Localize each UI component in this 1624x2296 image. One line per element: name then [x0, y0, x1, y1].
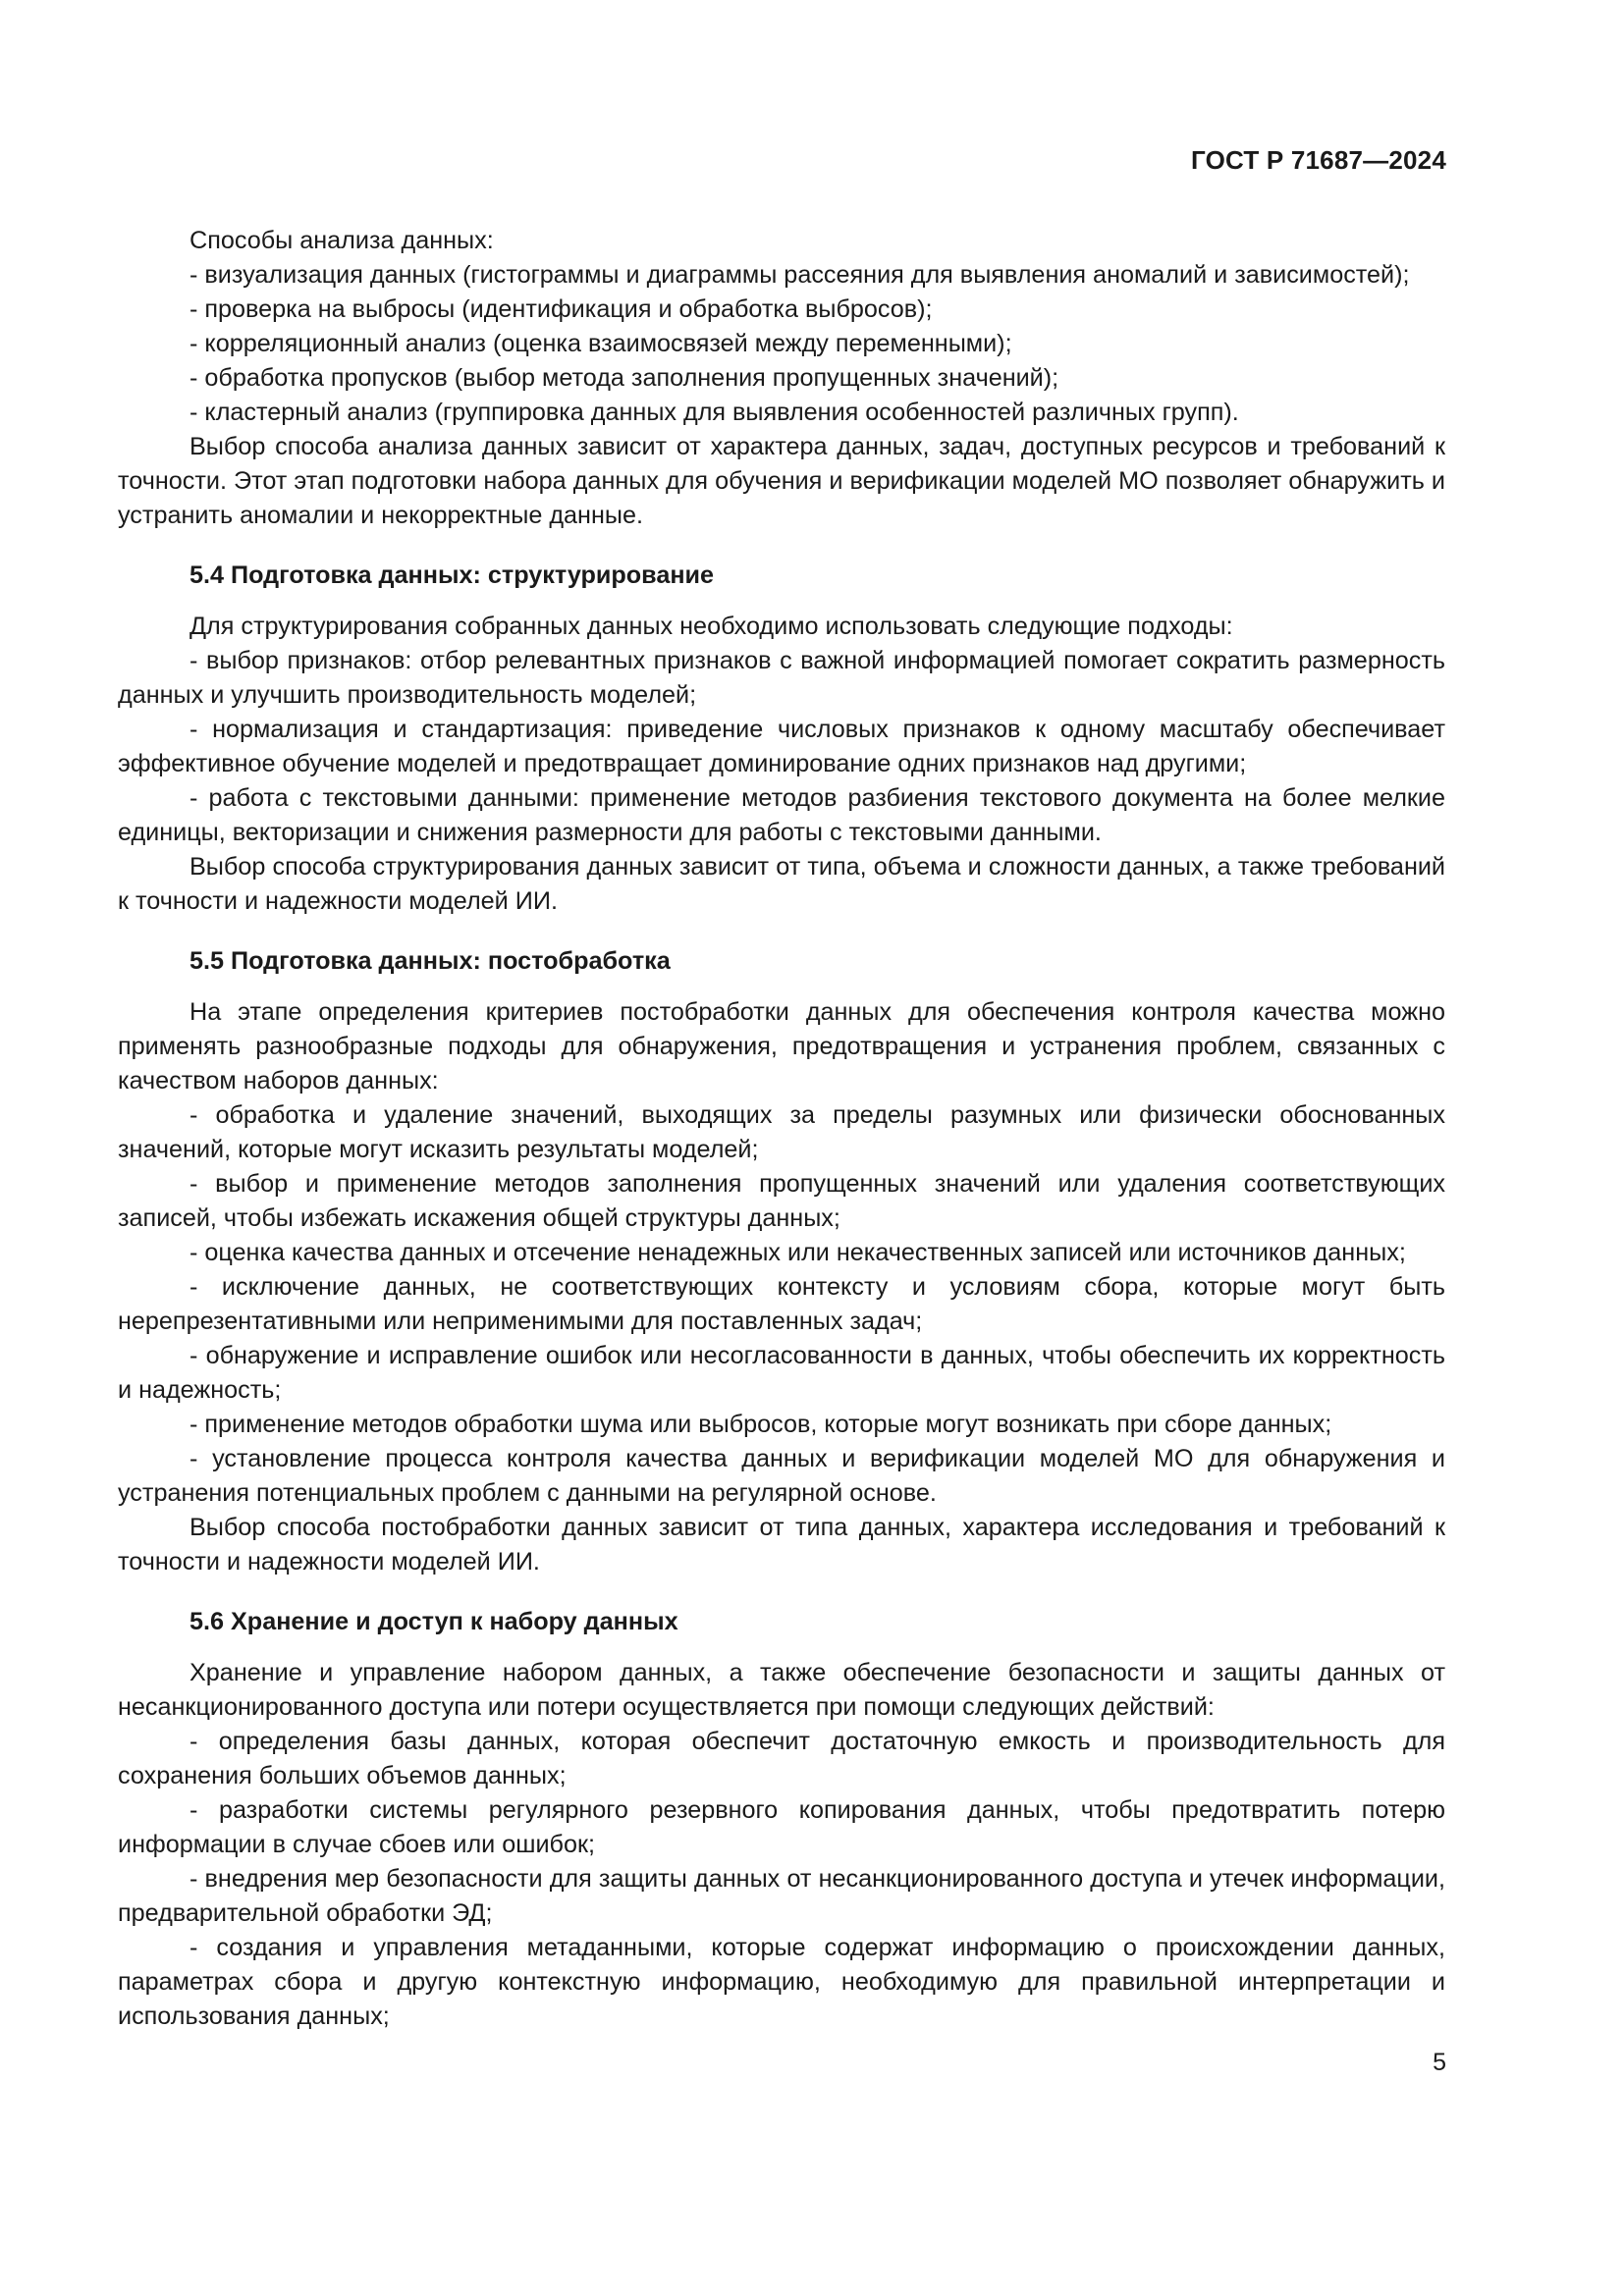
document-number-header: ГОСТ Р 71687—2024: [1191, 145, 1446, 175]
section-heading: 5.4 Подготовка данных: структурирование: [189, 561, 715, 589]
list-item: - кластерный анализ (группировка данных для выявления особенностей различных групп).: [189, 399, 1239, 426]
paragraph: Выбор способа постобработки данных зависит от типа данных, характера исследования и требований к точности и надежности моделей ИИ.: [118, 1514, 1445, 1575]
list-item: - проверка на выбросы (идентификация и обработка выбросов);: [189, 295, 933, 323]
list-item: - корреляционный анализ (оценка взаимосвязей между переменными);: [189, 330, 1012, 357]
list-item: - оценка качества данных и отсечение ненадежных или некачественных записей или источников данных;: [189, 1239, 1406, 1266]
section-5-5: [118, 944, 1445, 1579]
page-number: 5: [1433, 2049, 1446, 2076]
section-heading: 5.5 Подготовка данных: постобработка: [189, 947, 671, 975]
section-5-6: [118, 1605, 1445, 2034]
intro-block: [118, 224, 1445, 533]
list-item: - обнаружение и исправление ошибок или несогласованности в данных, чтобы обеспечить их корректность и надежность;: [118, 1342, 1445, 1404]
list-item: - исключение данных, не соответствующих контексту и условиям сбора, которые могут быть нерепрезентативными или неприменимыми для поставленных задач;: [118, 1273, 1445, 1335]
list-item: - обработка и удаление значений, выходящих за пределы разумных или физически обоснованных значений, которые могут исказить результаты моделей;: [118, 1101, 1445, 1163]
list-item: - выбор признаков: отбор релевантных признаков с важной информацией помогает сократить размерность данных и улучшить производительность моделей;: [118, 647, 1445, 709]
list-item: - разработки системы регулярного резервного копирования данных, чтобы предотвратить потерю информации в случае сбоев или ошибок;: [118, 1796, 1445, 1858]
paragraph: Хранение и управление набором данных, а также обеспечение безопасности и защиты данных от несанкционированного доступа или потери осуществляется при помощи следующих действий:: [118, 1659, 1445, 1721]
paragraph: Способы анализа данных:: [189, 227, 494, 254]
page-content: [118, 224, 1445, 2034]
list-item: - работа с текстовыми данными: применение методов разбиения текстового документа на более мелкие единицы, векторизации и снижения размерности для работы с текстовыми данными.: [118, 784, 1445, 846]
paragraph: Выбор способа анализа данных зависит от характера данных, задач, доступных ресурсов и требований к точности. Этот этап подготовки набора данных для обучения и верификации моделей МО позволяет обнаружить и устранить аномалии и некорректные данные.: [118, 433, 1445, 529]
list-item: - нормализация и стандартизация: приведение числовых признаков к одному масштабу обеспечивает эффективное обучение моделей и предотвращает доминирование одних признаков над другими;: [118, 716, 1445, 777]
list-item: - внедрения мер безопасности для защиты данных от несанкционированного доступа и утечек информации, предварительной обработки ЭД;: [118, 1865, 1445, 1927]
list-item: - создания и управления метаданными, которые содержат информацию о происхождении данных, параметрах сбора и другую контекстную информацию, необходимую для правильной интерпретации и использования данных;: [118, 1934, 1445, 2030]
paragraph: Для структурирования собранных данных необходимо использовать следующие подходы:: [189, 613, 1233, 640]
list-item: - определения базы данных, которая обеспечит достаточную емкость и производительность для сохранения больших объемов данных;: [118, 1728, 1445, 1789]
list-item: - установление процесса контроля качества данных и верификации моделей МО для обнаружения и устранения потенциальных проблем с данными на регулярной основе.: [118, 1445, 1445, 1507]
section-heading: 5.6 Хранение и доступ к набору данных: [189, 1608, 678, 1635]
list-item: - выбор и применение методов заполнения пропущенных значений или удаления соответствующих записей, чтобы избежать искажения общей структуры данных;: [118, 1170, 1445, 1232]
paragraph: Выбор способа структурирования данных зависит от типа, объема и сложности данных, а также требований к точности и надежности моделей ИИ.: [118, 853, 1445, 915]
section-5-4: [118, 559, 1445, 919]
paragraph: На этапе определения критериев постобработки данных для обеспечения контроля качества можно применять разнообразные подходы для обнаружения, предотвращения и устранения проблем, связанных с качеством наборов данных:: [118, 998, 1445, 1095]
list-item: - обработка пропусков (выбор метода заполнения пропущенных значений);: [189, 364, 1059, 392]
list-item: - визуализация данных (гистограммы и диаграммы рассеяния для выявления аномалий и зависимостей);: [189, 261, 1410, 289]
list-item: - применение методов обработки шума или выбросов, которые могут возникать при сборе данных;: [189, 1411, 1332, 1438]
